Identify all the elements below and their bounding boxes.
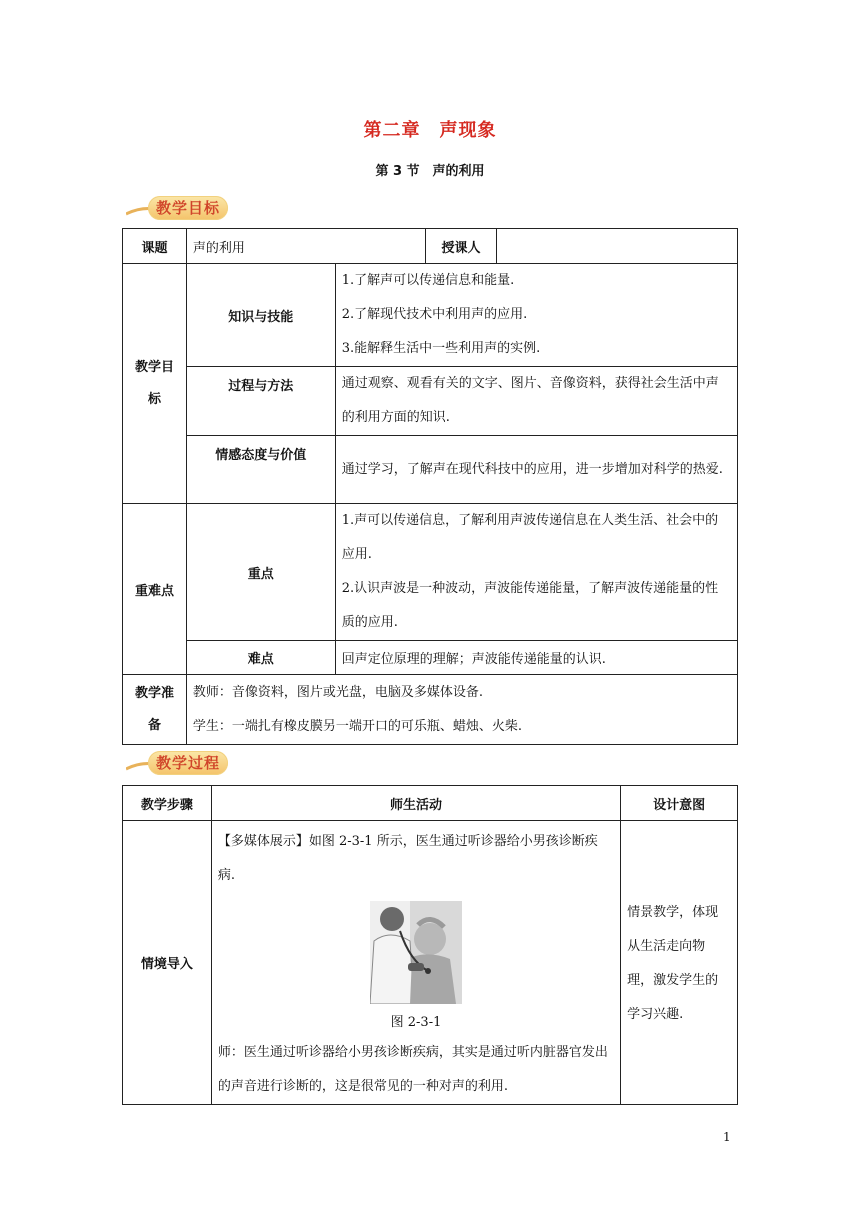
knowledge-label: 知识与技能 — [186, 264, 335, 367]
row1-step: 情境导入 — [123, 821, 212, 1105]
knowledge-item: 2.了解现代技术中利用声的应用. — [341, 307, 528, 322]
knowledge-items — [335, 264, 737, 367]
topic-value: 声的利用 — [186, 229, 425, 264]
difficult-label: 难点 — [186, 641, 335, 675]
knowledge-item: 1.了解声可以传递信息和能量. — [341, 273, 515, 288]
row1-caption: 图 2-3-1 — [390, 1015, 442, 1030]
goals-banner — [126, 196, 256, 222]
row1-intro: 【多媒体展示】如图 2-3-1 所示，医生通过听诊器给小男孩诊断疾病. — [217, 834, 598, 883]
process-table — [122, 785, 738, 1105]
key-item: 2.认识声波是一种波动，声波能传递能量，了解声波传递能量的性质的应用. — [341, 581, 719, 630]
prep-items — [186, 675, 737, 745]
col-activity: 师生活动 — [211, 786, 620, 821]
key-difficult-label: 重难点 — [123, 504, 187, 675]
row1-teacher: 师：医生通过听诊器给小男孩诊断疾病，其实是通过听内脏器官发出的声音进行诊断的，这是很常见的一种对声的利用. — [217, 1045, 608, 1094]
emotion-text: 通过学习，了解声在现代科技中的应用，进一步增加对科学的热爱. — [335, 436, 737, 504]
doctor-stethoscope-image — [370, 901, 462, 1004]
prep-teacher: 教师：音像资料，图片或光盘，电脑及多媒体设备. — [192, 684, 484, 700]
prep-label: 教学准备 — [123, 675, 187, 745]
row1-activity — [211, 821, 620, 1105]
key-label: 重点 — [186, 504, 335, 641]
prep-student: 学生：一端扎有橡皮膜另一端开口的可乐瓶、蜡烛、火柴. — [192, 718, 523, 734]
process-label: 过程与方法 — [186, 367, 335, 436]
topic-label: 课题 — [123, 229, 187, 264]
process-text: 通过观察、观看有关的文字、图片、音像资料，获得社会生活中声的利用方面的知识. — [335, 367, 737, 436]
process-banner-label: 教学过程 — [148, 751, 228, 775]
section-title: 第 3 节 声的利用 — [375, 164, 485, 179]
key-items — [335, 504, 737, 641]
goals-table — [122, 228, 738, 745]
objectives-label: 教学目标 — [123, 264, 187, 504]
key-item: 1.声可以传递信息，了解利用声波传递信息在人类生活、社会中的应用. — [341, 513, 719, 562]
teacher-label: 授课人 — [425, 229, 497, 264]
knowledge-item: 3.能解释生活中一些利用声的实例. — [341, 341, 541, 356]
emotion-label: 情感态度与价值 — [186, 436, 335, 504]
teacher-value — [497, 229, 738, 264]
col-step: 教学步骤 — [123, 786, 212, 821]
difficult-text: 回声定位原理的理解；声波能传递能量的认识. — [335, 641, 737, 675]
row1-intent: 情景教学，体现从生活走向物理，激发学生的学习兴趣. — [621, 821, 738, 1105]
page-number: 1 — [723, 1130, 731, 1144]
chapter-title: 第二章 声现象 — [363, 120, 497, 141]
goals-banner-label: 教学目标 — [148, 196, 228, 220]
col-intent: 设计意图 — [621, 786, 738, 821]
process-banner — [126, 751, 256, 777]
